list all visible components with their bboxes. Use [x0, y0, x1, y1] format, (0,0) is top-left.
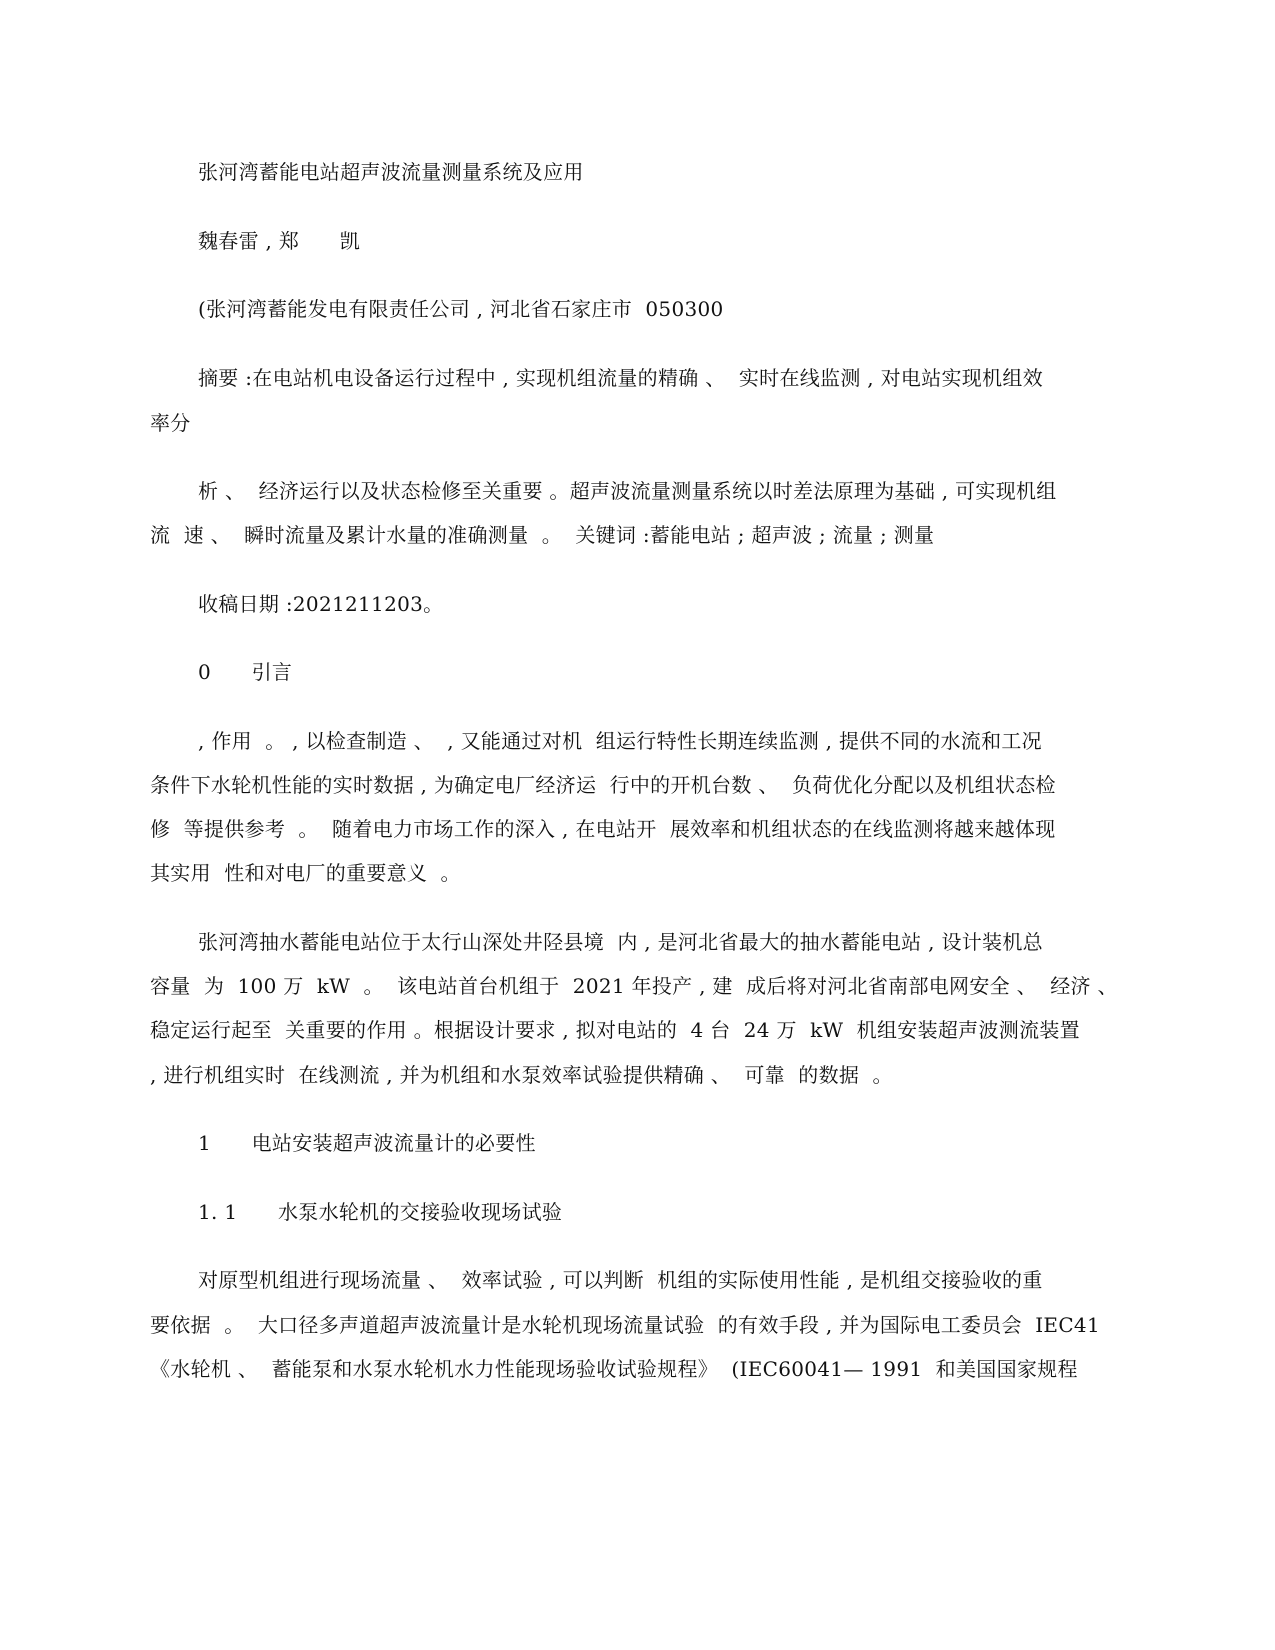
acceptance-paragraph-line: 要依据 。 大口径多声道超声波流量计是水轮机现场流量试验 的有效手段 , 并为国际电工委员会 IEC41 — [150, 1313, 1100, 1337]
affiliation: (张河湾蓄能发电有限责任公司 , 河北省石家庄市 050300 — [198, 297, 724, 321]
intro-paragraph-line: 其实用 性和对电厂的重要意义 。 — [150, 861, 461, 885]
abstract-keywords-line: 流 速 、 瞬时流量及累计水量的准确测量 。 关键词 :蓄能电站 ; 超声波 ; 流量 ; 测量 — [150, 523, 935, 547]
abstract-line: 析 、 经济运行以及状态检修至关重要 。超声波流量测量系统以时差法原理为基础 , 可实现机组 — [198, 479, 1057, 503]
acceptance-paragraph-line: 《水轮机 、 蓄能泵和水泵水轮机水力性能现场验收试验规程》 (IEC60041— 1991 和美国国家规程 — [150, 1357, 1078, 1381]
intro-paragraph-line: , 作用 。 , 以检查制造 、 , 又能通过对机 组运行特性长期连续监测 , 提供不同的水流和工况 — [198, 729, 1042, 753]
abstract-line: 率分 — [150, 411, 191, 435]
authors: 魏春雷 , 郑 凯 — [198, 229, 361, 253]
section-heading-1: 1 电站安装超声波流量计的必要性 — [198, 1131, 536, 1155]
intro-paragraph-line: 条件下水轮机性能的实时数据 , 为确定电厂经济运 行中的开机台数 、 负荷优化分配以及机组状态检 — [150, 773, 1056, 797]
station-paragraph-line: 张河湾抽水蓄能电站位于太行山深处井陉县境 内 , 是河北省最大的抽水蓄能电站 , 设计装机总 — [198, 930, 1043, 954]
received-date: 收稿日期 :2021211203。 — [198, 592, 444, 616]
subsection-heading-1-1: 1. 1 水泵水轮机的交接验收现场试验 — [198, 1200, 563, 1224]
abstract-line: 摘要 :在电站机电设备运行过程中 , 实现机组流量的精确 、 实时在线监测 , 对电站实现机组效 — [198, 366, 1044, 390]
station-paragraph-line: 容量 为 100 万 kW 。 该电站首台机组于 2021 年投产 , 建 成后将对河北省南部电网安全 、 经济 、 — [150, 974, 1118, 998]
station-paragraph-line: 稳定运行起至 关重要的作用 。根据设计要求 , 拟对电站的 4 台 24 万 kW 机组安装超声波测流装置 — [150, 1018, 1080, 1042]
acceptance-paragraph-line: 对原型机组进行现场流量 、 效率试验 , 可以判断 机组的实际使用性能 , 是机组交接验收的重 — [198, 1268, 1043, 1292]
station-paragraph-line: , 进行机组实时 在线测流 , 并为机组和水泵效率试验提供精确 、 可靠 的数据 。 — [150, 1063, 893, 1087]
document-title: 张河湾蓄能电站超声波流量测量系统及应用 — [198, 160, 584, 184]
section-heading-introduction: 0 引言 — [198, 660, 293, 684]
intro-paragraph-line: 修 等提供参考 。 随着电力市场工作的深入 , 在电站开 展效率和机组状态的在线监测将越来越体现 — [150, 817, 1056, 841]
